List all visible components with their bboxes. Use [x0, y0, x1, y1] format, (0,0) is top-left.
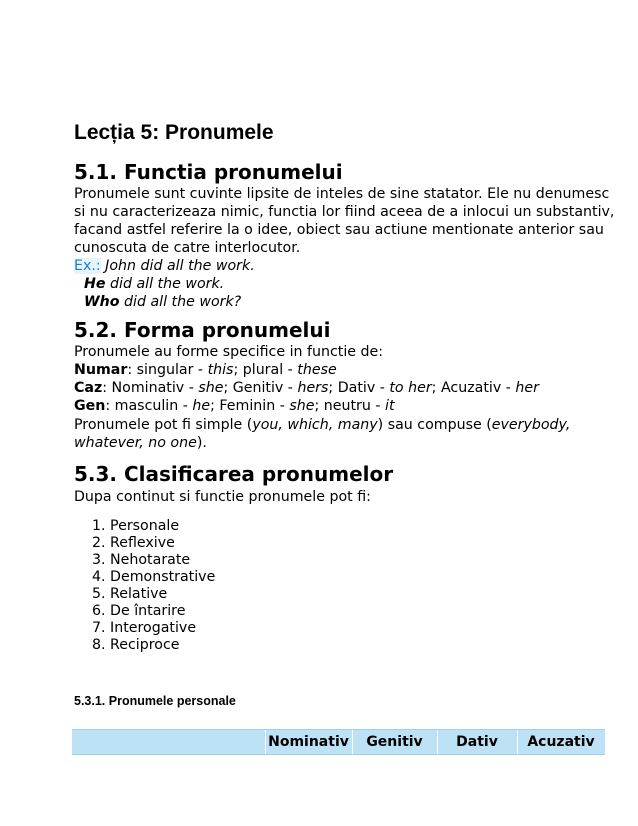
- list-item: 2. Reflexive: [92, 535, 175, 551]
- subsection-heading-5-3-1: 5.3.1. Pronumele personale: [74, 694, 236, 708]
- table-header-cell: [72, 730, 265, 754]
- table-header-acuzativ: Acuzativ: [527, 734, 595, 750]
- pronoun-types-list: [92, 518, 215, 654]
- example-pronoun: He: [84, 276, 106, 292]
- example-text: John did all the work.: [105, 258, 255, 274]
- section-heading-5-3: 5.3. Clasificarea pronumelor: [74, 462, 394, 486]
- example-text: did all the work.: [105, 276, 225, 292]
- paragraph-line: facand astfel referire la o idee, obiect sau actiune mentionate anterior sau: [74, 222, 604, 238]
- example-pronoun: Who: [84, 294, 120, 310]
- paragraph-line: Pronumele sunt cuvinte lipsite de inteles de sine statator. Ele nu denumesc: [74, 186, 610, 202]
- example-text: did all the work?: [119, 294, 242, 310]
- section-5-2-body: [74, 343, 594, 415]
- list-item: 3. Nehotarate: [92, 552, 191, 568]
- section-5-1-body: [74, 185, 615, 311]
- paragraph-line: si nu caracterizeaza nimic, functia lor fiind aceea de a inlocui un substantiv,: [74, 204, 615, 220]
- table-header-genitiv: Genitiv: [366, 734, 423, 750]
- example-line-3: [74, 293, 594, 311]
- list-item: 7. Interogative: [92, 620, 197, 636]
- list-item: 5. Relative: [92, 586, 168, 602]
- section-heading-5-1: 5.1. Functia pronumelui: [74, 160, 343, 184]
- form-label: Caz: [74, 380, 103, 396]
- form-numar: Numar: singular - this; plural - these: [74, 362, 337, 378]
- example-line-2: [74, 275, 594, 293]
- list-item: 8. Reciproce: [92, 637, 180, 653]
- simple-compound-paragraph: Pronumele pot fi simple (you, which, many) sau compuse (everybody, whatever, no one).: [74, 417, 571, 451]
- form-caz: Caz: Nominativ - she; Genitiv - hers; Dativ - to her; Acuzativ - her: [74, 380, 539, 396]
- forms-intro: Pronumele au forme specifice in functie de:: [74, 344, 384, 360]
- list-item: 4. Demonstrative: [92, 569, 216, 585]
- example-label: Ex.:: [74, 258, 101, 274]
- table-header-nominativ: Nominativ: [268, 734, 349, 750]
- example-line-1: [74, 257, 594, 275]
- form-label: Numar: [74, 362, 128, 378]
- form-gen: Gen: masculin - he; Feminin - she; neutru - it: [74, 398, 395, 414]
- list-item: 1. Personale: [92, 518, 180, 534]
- table-header-dativ: Dativ: [456, 734, 498, 750]
- form-label: Gen: [74, 398, 106, 414]
- page-title: Lecția 5: Pronumele: [74, 121, 274, 144]
- personal-pronouns-table-header: [72, 729, 605, 755]
- paragraph-line: cunoscuta de catre interlocutor.: [74, 240, 301, 256]
- classification-intro: Dupa continut si functie pronumele pot fi:: [74, 489, 371, 505]
- section-heading-5-2: 5.2. Forma pronumelui: [74, 318, 331, 342]
- list-item: 6. De întarire: [92, 603, 186, 619]
